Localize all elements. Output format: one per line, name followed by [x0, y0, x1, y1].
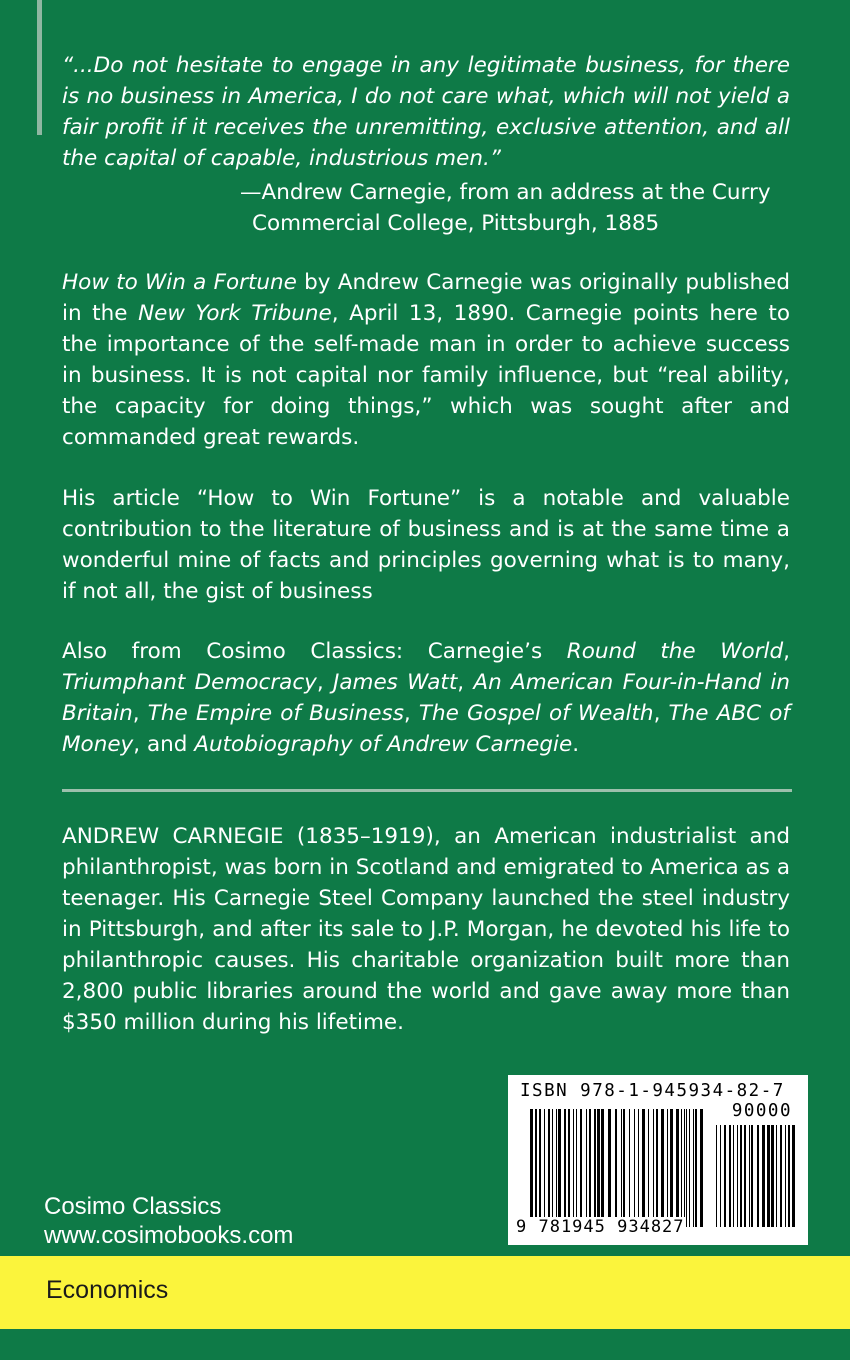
barcode-bar — [720, 1125, 721, 1227]
barcode-bar — [716, 1125, 717, 1227]
barcode-bar — [686, 1109, 687, 1227]
isbn-number: ISBN 978-1-945934-82-7 — [520, 1081, 785, 1101]
section-divider — [62, 789, 792, 792]
carnegie-quote: “...Do not hesitate to engage in any legitimate business, for there is no business in America, I do not care what, which will not yield a fair profit if it receives the unremitting, exclusive attention, and all the capital of capable, industrious men.” — [62, 53, 790, 171]
barcode-bar — [785, 1125, 786, 1227]
barcode-bar — [586, 1109, 587, 1227]
barcode-bar — [676, 1109, 679, 1227]
barcode-bar — [623, 1109, 625, 1227]
isbn-barcode — [508, 1075, 808, 1245]
publication-title: New York Tribune — [138, 301, 332, 326]
barcode-bar — [544, 1109, 545, 1227]
author-bio: ANDREW CARNEGIE (1835–1919), an American industrialist and philanthropist, was born in Scotland and emigrated to America as a teenager. His Carnegie Steel Company launched the steel industry in Pittsburgh, and after its sale to J.P. Morgan, he devoted his life to philanthropic causes. His charitable organization built more than 2,800 public libraries around the world and gave away more than $350 million during his lifetime. — [62, 824, 790, 1035]
barcode-bar — [733, 1125, 734, 1227]
barcode-bar — [576, 1109, 577, 1227]
barcode-bar — [661, 1109, 664, 1227]
barcode-bar — [740, 1125, 742, 1227]
barcode-bar — [780, 1125, 782, 1227]
quote-attribution: —Andrew Carnegie, from an address at the Curry Commercial College, Pittsburgh, 1885 — [240, 180, 771, 236]
barcode-bar — [594, 1109, 596, 1227]
barcode-bar — [744, 1125, 746, 1227]
barcode-bar — [653, 1109, 654, 1227]
barcode-digits: 9 781945 934827 — [516, 1217, 685, 1237]
barcode-bar — [656, 1109, 658, 1227]
price-code: 90000 — [731, 1101, 792, 1121]
barcode-bar — [700, 1109, 703, 1227]
barcode-bar — [642, 1109, 645, 1227]
also-from-paragraph: Also from Cosimo Classics: Carnegie’s Round the World, Triumphant Democracy, James Watt, An American Four-in-Hand in Britain, The Empire of Business, The Gospel of Wealth, The ABC of Money, and Autobiography of Andrew Carnegie. — [62, 639, 790, 757]
barcode-bar — [684, 1109, 685, 1227]
category-label: Economics — [46, 1276, 169, 1304]
barcode-bar — [634, 1109, 635, 1227]
barcode-bar — [695, 1109, 697, 1227]
barcode-bars — [530, 1109, 706, 1227]
publisher-name: Cosimo Classics — [44, 1193, 222, 1220]
barcode-bar — [638, 1109, 639, 1227]
barcode-bar — [548, 1109, 550, 1227]
barcode-bar — [601, 1109, 604, 1227]
barcode-bar — [615, 1109, 617, 1227]
barcode-bar — [681, 1109, 682, 1227]
barcode-bar — [564, 1109, 566, 1227]
barcode-bar — [539, 1109, 541, 1227]
barcode-bar — [751, 1125, 753, 1227]
barcode-bar — [689, 1109, 690, 1227]
barcode-bar — [568, 1109, 570, 1227]
description-paragraph-1: How to Win a Fortune by Andrew Carnegie was originally published in the New York Tribune, April 13, 1890. Carnegie points here to the importance of the self-made man in order to achieve success in business. It is not capital nor family influence, but “real ability, the capacity for doing things,” which was sought after and commanded great rewards. — [62, 270, 790, 450]
barcode-bar — [573, 1109, 574, 1227]
barcode-bar — [729, 1125, 731, 1227]
barcode-bar — [757, 1125, 759, 1227]
barcode-bar — [749, 1125, 750, 1227]
barcode-bar — [788, 1125, 790, 1227]
barcode-bar — [762, 1125, 765, 1227]
barcode-bar — [667, 1109, 668, 1227]
barcode-bar — [535, 1109, 537, 1227]
barcode-bar — [648, 1109, 649, 1227]
barcode-bar — [597, 1109, 600, 1227]
barcode-bar — [629, 1109, 630, 1227]
barcode-bar — [724, 1125, 726, 1227]
barcode-bar — [670, 1109, 673, 1227]
barcode-bar — [552, 1109, 553, 1227]
category-bar — [0, 1256, 850, 1329]
barcode-bar — [580, 1109, 582, 1227]
barcode-bar — [776, 1125, 777, 1227]
barcode-bar — [737, 1125, 738, 1227]
barcode-bar — [693, 1109, 694, 1227]
barcode-bar — [556, 1109, 557, 1227]
barcode-bar — [792, 1125, 795, 1227]
barcode-bar — [530, 1109, 533, 1227]
barcode-bar — [767, 1125, 770, 1227]
addon-barcode-bars — [716, 1125, 796, 1227]
barcode-bar — [558, 1109, 561, 1227]
publisher-url: www.cosimobooks.com — [44, 1222, 294, 1249]
barcode-bar — [621, 1109, 622, 1227]
barcode-bar — [608, 1109, 611, 1227]
barcode-bar — [589, 1109, 591, 1227]
barcode-bar — [771, 1125, 774, 1227]
book-title: How to Win a Fortune — [62, 270, 297, 295]
description-paragraph-2: His article “How to Win Fortune” is a notable and valuable contribution to the literature of business and is at the same time a wonderful mine of facts and principles governing what is to many, if not all, the gist of business — [62, 486, 790, 604]
publisher-block — [44, 1192, 293, 1250]
spine-line — [37, 0, 42, 135]
